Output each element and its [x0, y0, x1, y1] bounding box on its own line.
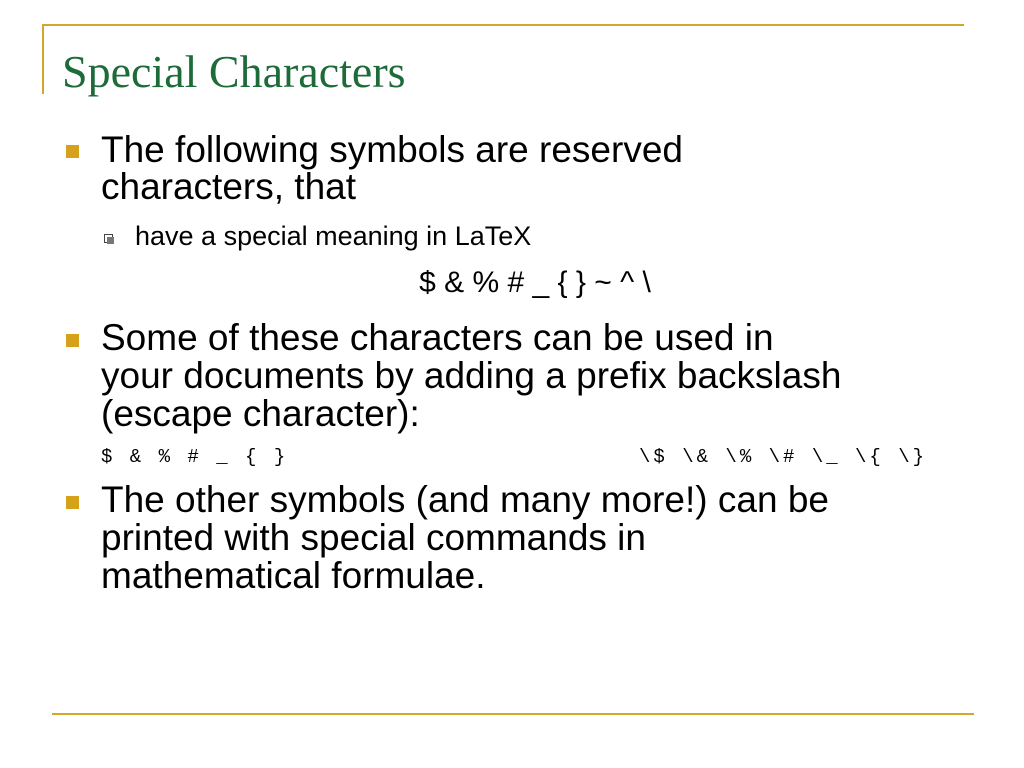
sub-bullet-square-icon	[104, 234, 113, 243]
bullet1-line2: characters, that	[101, 166, 357, 207]
bullet-square-icon	[66, 334, 79, 347]
bullet-square-icon	[66, 496, 79, 509]
bullet2-line1: Some of these characters can be used in	[101, 317, 774, 358]
frame-bottom-rule	[52, 713, 974, 715]
reserved-symbols: $ & % # _ { } ~ ^ \	[419, 266, 651, 299]
frame-left-rule	[42, 24, 44, 94]
bullet2-line2: your documents by adding a prefix backslash	[101, 355, 842, 396]
bullet2-line3: (escape character):	[101, 393, 420, 434]
bullet3-line3: mathematical formulae.	[101, 555, 486, 596]
bullet1-sub-item: have a special meaning in LaTeX	[135, 221, 532, 251]
bullet-square-icon	[66, 145, 79, 158]
bullet1-line1: The following symbols are reserved	[101, 129, 683, 170]
escaped-symbols: \$ \& \% \# \_ \{ \}	[639, 446, 928, 468]
frame-top-rule	[42, 24, 964, 26]
plain-symbols: $ & % # _ { }	[101, 446, 289, 468]
slide-title: Special Characters	[62, 46, 406, 97]
bullet3-line1: The other symbols (and many more!) can be	[101, 479, 829, 520]
bullet3-line2: printed with special commands in	[101, 517, 646, 558]
